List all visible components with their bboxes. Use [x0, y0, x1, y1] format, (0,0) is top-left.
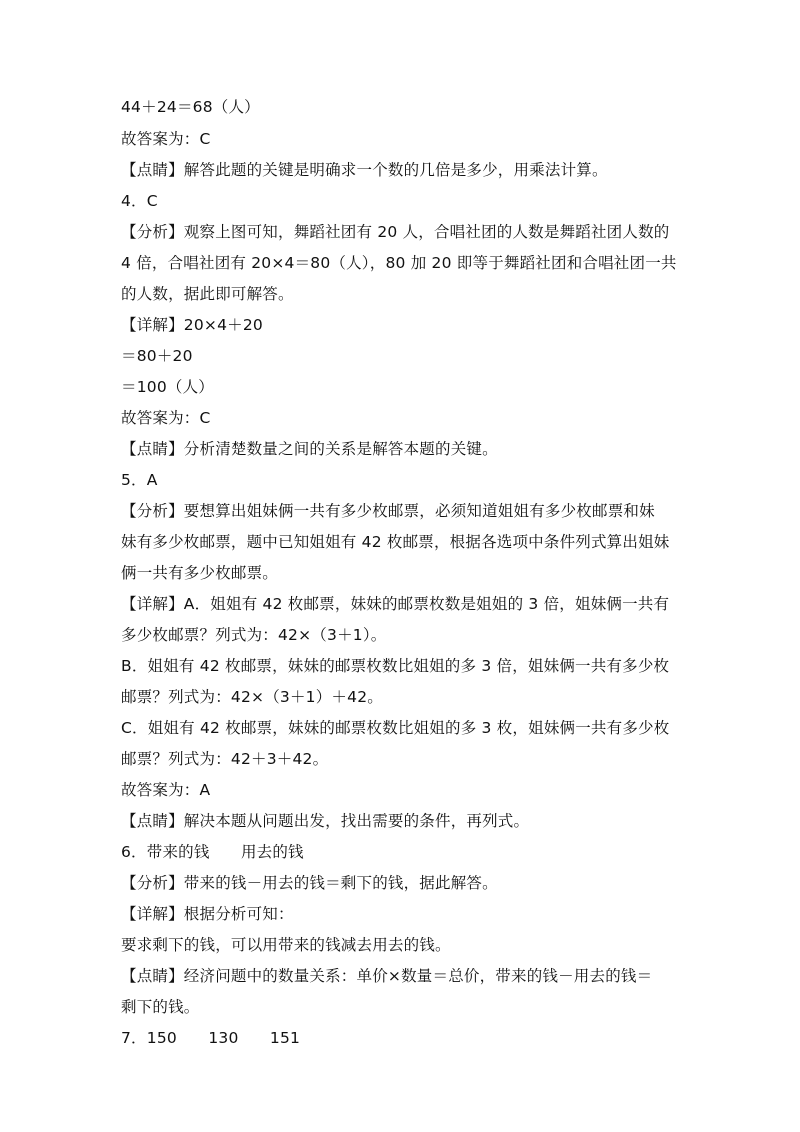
solution-line: C．姐姐有 42 枚邮票，妹妹的邮票枚数比姐姐的多 3 枚，姐妹俩一共有多少枚 — [121, 719, 670, 737]
analysis-line: 的人数，据此即可解答。 — [121, 285, 294, 303]
solution-line: 多少枚邮票？列式为：42×（3＋1）。 — [121, 626, 387, 644]
comment-line: 【点睛】解答此题的关键是明确求一个数的几倍是多少，用乘法计算。 — [121, 161, 608, 179]
solution-line: 【详解】根据分析可知： — [121, 905, 294, 923]
comment-line: 【点睛】解决本题从问题出发，找出需要的条件，再列式。 — [121, 812, 530, 830]
solution-line: 邮票？列式为：42＋3＋42。 — [121, 750, 329, 768]
answer-line: 故答案为：C — [121, 409, 211, 427]
solution-line: 【详解】20×4＋20 — [121, 316, 263, 334]
solution-line: ＝100（人） — [121, 378, 214, 396]
question-answer-line: 7．150 130 151 — [121, 1029, 301, 1047]
equation-line: 44＋24＝68（人） — [121, 98, 260, 116]
question-number: 5．A — [121, 471, 158, 489]
analysis-line: 【分析】要想算出姐妹俩一共有多少枚邮票，必须知道姐姐有多少枚邮票和妹 — [121, 502, 655, 520]
solution-line: 【详解】A．姐姐有 42 枚邮票，妹妹的邮票枚数是姐姐的 3 倍，姐妹俩一共有 — [121, 595, 670, 613]
comment-line: 【点睛】经济问题中的数量关系：单价×数量＝总价，带来的钱－用去的钱＝ — [121, 967, 653, 985]
answer-line: 故答案为：A — [121, 781, 211, 799]
answer-line: 故答案为：C — [121, 130, 211, 148]
analysis-line: 【分析】带来的钱－用去的钱＝剩下的钱，据此解答。 — [121, 874, 498, 892]
question-answer-line: 6．带来的钱 用去的钱 — [121, 843, 304, 861]
solution-line: 要求剩下的钱，可以用带来的钱减去用去的钱。 — [121, 936, 451, 954]
solution-line: B．姐姐有 42 枚邮票，妹妹的邮票枚数比姐姐的多 3 倍，姐妹俩一共有多少枚 — [121, 657, 670, 675]
solution-line: 邮票？列式为：42×（3＋1）＋42。 — [121, 688, 383, 706]
solution-line: ＝80＋20 — [121, 347, 193, 365]
analysis-line: 4 倍，合唱社团有 20×4＝80（人），80 加 20 即等于舞蹈社团和合唱社团一共 — [121, 254, 677, 272]
comment-line: 【点睛】分析清楚数量之间的关系是解答本题的关键。 — [121, 440, 498, 458]
analysis-line: 【分析】观察上图可知，舞蹈社团有 20 人，合唱社团的人数是舞蹈社团人数的 — [121, 223, 670, 241]
analysis-line: 俩一共有多少枚邮票。 — [121, 564, 279, 582]
comment-line: 剩下的钱。 — [121, 998, 200, 1016]
analysis-line: 妹有多少枚邮票，题中已知姐姐有 42 枚邮票，根据各选项中条件列式算出姐妹 — [121, 533, 670, 551]
question-number: 4．C — [121, 192, 158, 210]
